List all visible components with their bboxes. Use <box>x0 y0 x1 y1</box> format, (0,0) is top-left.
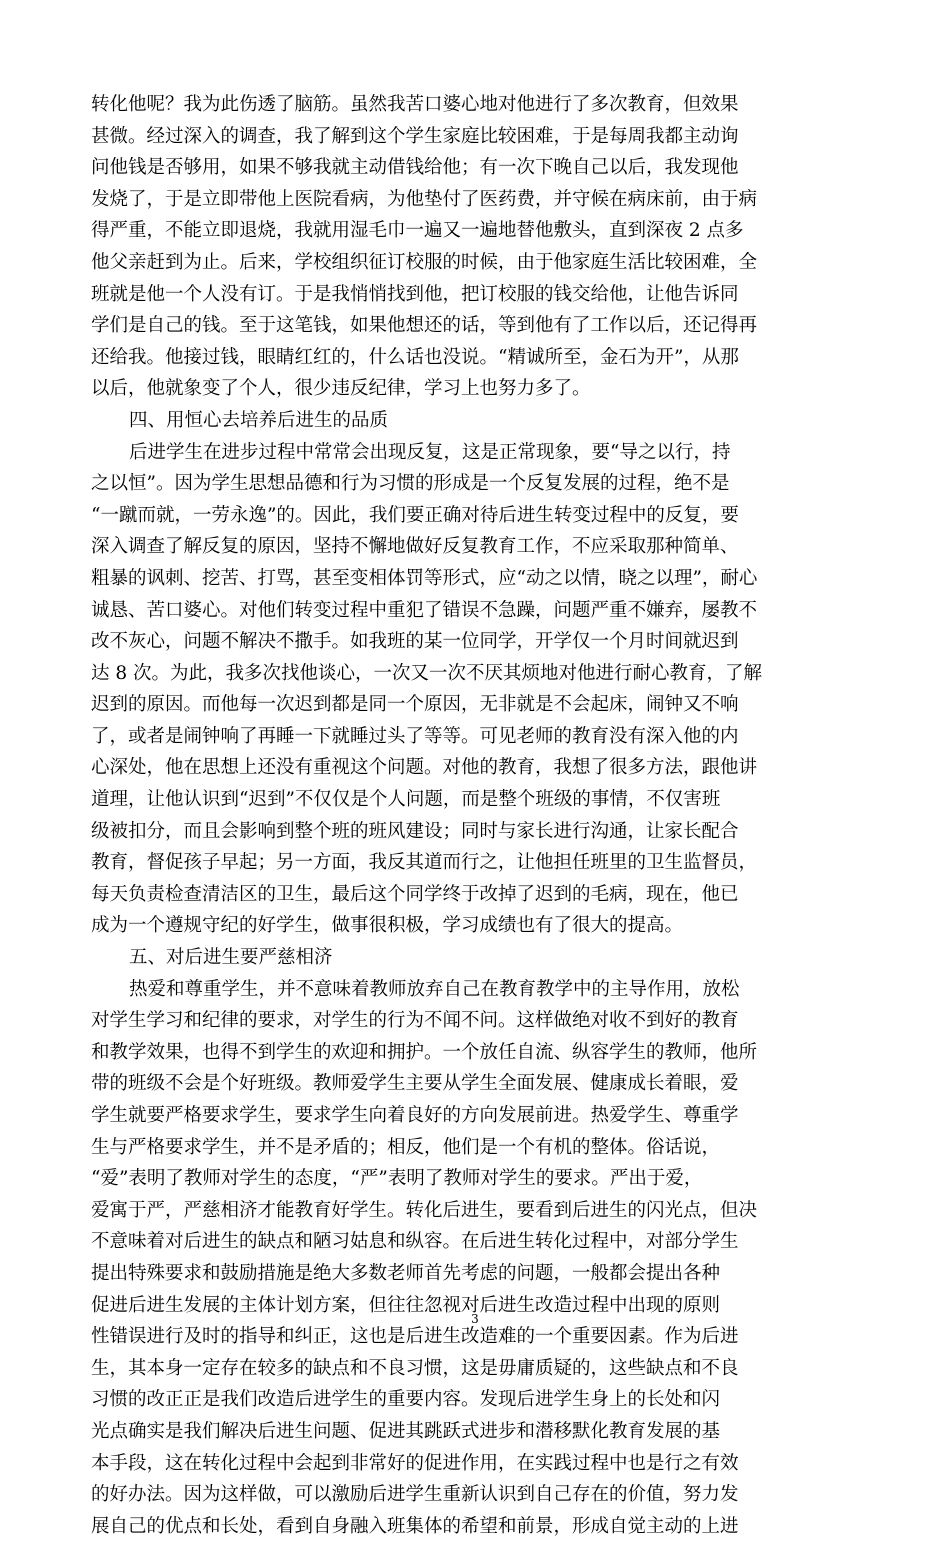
text-line: 和教学效果，也得不到学生的欢迎和拥护。一个放任自流、纵容学生的教师，他所 <box>91 1041 758 1063</box>
text-line: 诚恳、苦口婆心。对他们转变过程中重犯了错误不急躁，问题严重不嫌弃，屡教不 <box>91 599 758 621</box>
text-line: 促进后进生发展的主体计划方案，但往往忽视对后进生改造过程中出现的原则 <box>91 1294 721 1316</box>
text-line: 改不灰心，问题不解决不撒手。如我班的某一位同学，开学仅一个月时间就迟到 <box>91 631 739 653</box>
text-line: 四、用恒心去培养后进生的品质 <box>129 409 389 431</box>
text-line: “爱”表明了教师对学生的态度，“严”表明了教师对学生的要求。严出于爱， <box>91 1168 703 1190</box>
text-line: 热爱和尊重学生，并不意味着教师放弃自己在教育教学中的主导作用，放松 <box>129 978 740 1000</box>
text-line: 问他钱是否够用，如果不够我就主动借钱给他；有一次下晚自己以后，我发现他 <box>91 157 739 179</box>
text-line: 得严重，不能立即退烧，我就用湿毛巾一遍又一遍地替他敷头，直到深夜 2 点多 <box>91 220 744 242</box>
text-line: 之以恒”。因为学生思想品德和行为习惯的形成是一个反复发展的过程，绝不是 <box>91 473 730 495</box>
text-line: 的好办法。因为这样做，可以激励后进学生重新认识到自己存在的价值，努力发 <box>91 1484 739 1506</box>
text-line: 生与严格要求学生，并不是矛盾的；相反，他们是一个有机的整体。俗话说， <box>91 1136 721 1158</box>
text-line: 不意味着对后进生的缺点和陋习姑息和纵容。在后进生转化过程中，对部分学生 <box>91 1231 739 1253</box>
text-line: 道理，让他认识到“迟到”不仅仅是个人问题，而是整个班级的事情，不仅害班 <box>91 789 721 811</box>
text-line: 爱寓于严，严慈相济才能教育好学生。转化后进生，要看到后进生的闪光点，但决 <box>91 1199 758 1221</box>
text-line: 以后，他就象变了个人，很少违反纪律，学习上也努力多了。 <box>91 378 591 400</box>
text-line: 成为一个遵规守纪的好学生，做事很积极，学习成绩也有了很大的提高。 <box>91 915 684 937</box>
text-line: 级被扣分，而且会影响到整个班的班风建设；同时与家长进行沟通，让家长配合 <box>91 820 739 842</box>
text-line: 本手段，这在转化过程中会起到非常好的促进作用，在实践过程中也是行之有效 <box>91 1452 739 1474</box>
text-line: 带的班级不会是个好班级。教师爱学生主要从学生全面发展、健康成长着眼，爱 <box>91 1073 739 1095</box>
text-line: 班就是他一个人没有订。于是我悄悄找到他，把订校服的钱交给他，让他告诉同 <box>91 283 739 305</box>
text-line: 迟到的原因。而他每一次迟到都是同一个原因，无非就是不会起床，闹钟又不响 <box>91 694 739 716</box>
text-line: 后进学生在进步过程中常常会出现反复，这是正常现象，要“导之以行，持 <box>129 441 731 463</box>
text-line: 心深处，他在思想上还没有重视这个问题。对他的教育，我想了很多方法，跟他讲 <box>91 757 758 779</box>
text-line: 每天负责检查清洁区的卫生，最后这个同学终于改掉了迟到的毛病，现在，他已 <box>91 883 739 905</box>
text-line: 性错误进行及时的指导和纠正，这也是后进生改造难的一个重要因素。作为后进 <box>91 1326 739 1348</box>
text-line: 光点确实是我们解决后进生问题、促进其跳跃式进步和潜移默化教育发展的基 <box>91 1420 721 1442</box>
page-number: 3 <box>471 1312 479 1326</box>
text-line: 对学生学习和纪律的要求，对学生的行为不闻不问。这样做绝对收不到好的教育 <box>91 1010 739 1032</box>
text-line: 发烧了，于是立即带他上医院看病，为他垫付了医药费，并守候在病床前，由于病 <box>91 188 758 210</box>
text-line: 深入调查了解反复的原因，坚持不懈地做好反复教育工作，不应采取那种简单、 <box>91 536 739 558</box>
text-line: 了，或者是闹钟响了再睡一下就睡过头了等等。可见老师的教育没有深入他的内 <box>91 725 739 747</box>
text-line: 教育，督促孩子早起；另一方面，我反其道而行之，让他担任班里的卫生监督员， <box>91 852 758 874</box>
text-line: “一蹴而就，一劳永逸”的。因此，我们要正确对待后进生转变过程中的反复，要 <box>91 504 739 526</box>
text-line: 达 8 次。为此，我多次找他谈心，一次又一次不厌其烦地对他进行耐心教育，了解 <box>91 662 763 684</box>
text-line: 他父亲赶到为止。后来，学校组织征订校服的时候，由于他家庭生活比较困难，全 <box>91 251 758 273</box>
text-line: 习惯的改正正是我们改造后进学生的重要内容。发现后进学生身上的长处和闪 <box>91 1389 721 1411</box>
text-line: 转化他呢？我为此伤透了脑筋。虽然我苦口婆心地对他进行了多次教育，但效果 <box>91 94 739 115</box>
text-line: 五、对后进生要严慈相济 <box>129 947 333 969</box>
text-line: 展自己的优点和长处，看到自身融入班集体的希望和前景，形成自觉主动的上进 <box>91 1515 739 1537</box>
text-line: 提出特殊要求和鼓励措施是绝大多数老师首先考虑的问题，一般都会提出各种 <box>91 1262 721 1284</box>
text-line: 甚微。经过深入的调查，我了解到这个学生家庭比较困难，于是每周我都主动询 <box>91 125 739 147</box>
text-line: 学生就要严格要求学生，要求学生向着良好的方向发展前进。热爱学生、尊重学 <box>91 1105 739 1126</box>
text-line: 学们是自己的钱。至于这笔钱，如果他想还的话，等到他有了工作以后，还记得再 <box>91 315 758 337</box>
text-line: 还给我。他接过钱，眼睛红红的，什么话也没说。“精诚所至，金石为开”，从那 <box>91 346 739 368</box>
text-line: 粗暴的讽刺、挖苦、打骂，甚至变相体罚等形式，应“动之以情，晓之以理”，耐心 <box>91 567 758 589</box>
text-line: 生，其本身一定存在较多的缺点和不良习惯，这是毋庸质疑的，这些缺点和不良 <box>91 1357 739 1379</box>
